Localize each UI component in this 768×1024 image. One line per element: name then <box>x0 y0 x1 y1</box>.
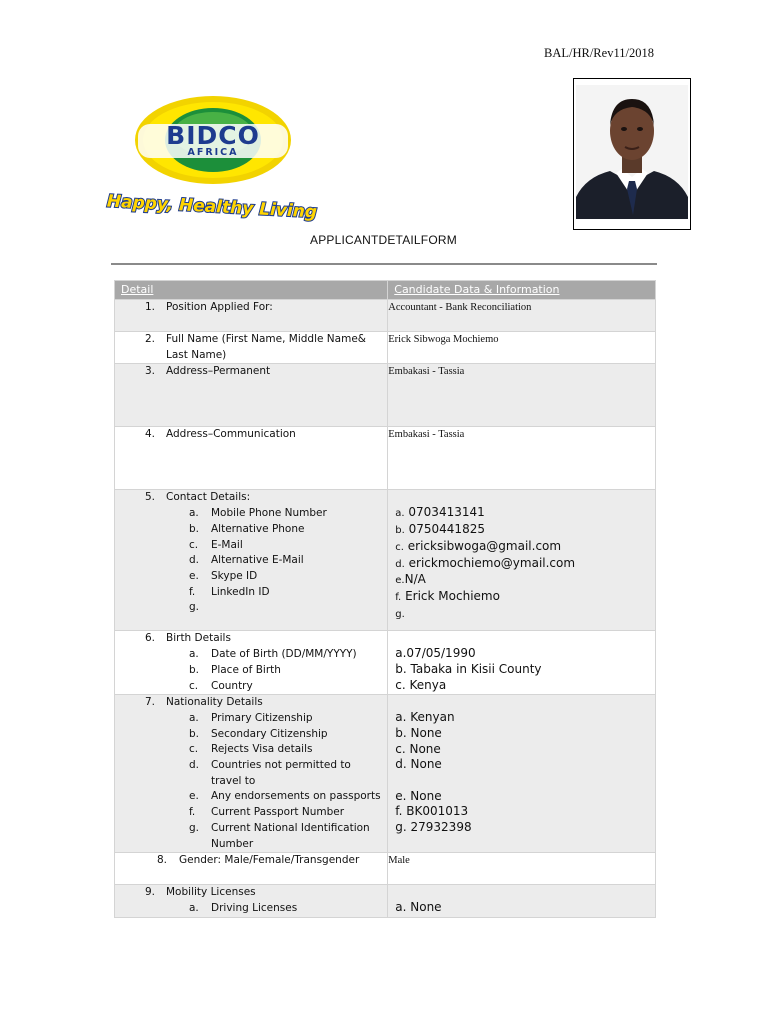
row-label: Full Name (First Name, Middle Name& Last Name) <box>166 333 366 361</box>
sub-label: Current Passport Number <box>211 806 345 819</box>
table-row <box>115 427 656 490</box>
value-letter: d. <box>395 558 405 570</box>
svg-text:Happy, Healthy Living: Happy, Healthy Living <box>106 191 318 223</box>
row-number: 2. <box>144 333 155 345</box>
countries-not-permitted-value: d. None <box>395 757 442 772</box>
passport-number-value: f. BK001013 <box>395 804 469 819</box>
sub-letter: b. <box>189 522 200 535</box>
table-row <box>115 853 656 885</box>
value-letter: f. <box>395 591 402 603</box>
sub-label: Skype ID <box>211 569 258 582</box>
row-number: 6. <box>144 632 155 645</box>
row-label: Mobility Licenses <box>166 886 256 899</box>
row-number: 9. <box>144 886 155 899</box>
sub-letter: f. <box>189 585 196 598</box>
row-number: 4. <box>144 428 155 441</box>
sub-letter: c. <box>189 743 199 756</box>
birth-place-value: b. Tabaka in Kisii County <box>395 662 542 677</box>
sub-letter: a. <box>189 648 199 661</box>
value-letter: e. <box>395 575 405 587</box>
table-header-row <box>115 281 656 300</box>
primary-citizenship-value: a. Kenyan <box>395 710 455 725</box>
sub-label: Date of Birth (DD/MM/YYYY) <box>211 648 357 661</box>
sub-letter: c. <box>189 538 199 551</box>
endorsements-value: e. None <box>395 788 442 803</box>
table-row <box>115 332 656 364</box>
applicant-photo-frame <box>573 78 691 230</box>
sub-label: Mobile Phone Number <box>211 507 327 520</box>
sub-letter: d. <box>189 759 200 772</box>
table-row <box>115 364 656 427</box>
title-divider <box>111 263 657 265</box>
row-value: Erick Sibwoga Mochiemo <box>388 334 499 345</box>
sub-label: E-Mail <box>211 538 243 551</box>
svg-text:AFRICA: AFRICA <box>187 147 239 158</box>
skype-value: N/A <box>404 572 426 587</box>
row-number: 5. <box>144 491 155 504</box>
sub-letter: a. <box>189 711 199 724</box>
sub-label: Driving Licenses <box>211 901 298 914</box>
row-value: Accountant - Bank Reconciliation <box>388 302 532 313</box>
value-letter: a. <box>395 508 405 520</box>
sub-letter: f. <box>189 806 196 819</box>
sub-letter: d. <box>189 554 200 567</box>
alt-email-value: erickmochiemo@ymail.com <box>408 555 576 570</box>
sub-label <box>211 600 387 616</box>
row-label: Gender: Male/Female/Transgender <box>179 854 360 867</box>
secondary-citizenship-value: b. None <box>395 725 442 740</box>
document-reference: BAL/HR/Rev11/2018 <box>544 46 654 60</box>
sub-label: Countries not permitted to travel to <box>211 759 351 787</box>
company-logo <box>106 94 318 224</box>
sub-letter: a. <box>189 507 199 520</box>
sub-label: Rejects Visa details <box>211 743 313 756</box>
row-value: Embakasi - Tassia <box>388 366 465 378</box>
row-value: Embakasi - Tassia <box>388 429 465 441</box>
header-candidate-data: Candidate Data & Information <box>388 281 656 300</box>
row-label: Nationality Details <box>166 696 263 709</box>
birth-date-value: a.07/05/1990 <box>395 646 476 661</box>
row-number: 7. <box>144 696 155 709</box>
sub-label: Place of Birth <box>211 663 281 676</box>
table-row <box>115 631 656 695</box>
driving-license-value: a. None <box>395 900 442 915</box>
sub-label: Country <box>211 679 253 692</box>
row-label: Position Applied For: <box>166 301 273 313</box>
sub-letter: c. <box>189 679 199 692</box>
row-label: Address–Permanent <box>166 365 271 378</box>
value-letter: c. <box>395 541 404 553</box>
national-id-value: g. 27932398 <box>395 820 472 835</box>
sub-letter: g. <box>189 821 200 834</box>
row-number: 1. <box>144 301 155 313</box>
row-label: Address–Communication <box>166 428 296 441</box>
sub-letter: e. <box>189 790 199 803</box>
sub-label: Current National Identification Number <box>211 821 370 850</box>
sub-label: Any endorsements on passports <box>211 790 381 803</box>
table-row <box>115 695 656 853</box>
form-title: APPLICANTDETAILFORM <box>310 233 457 247</box>
table-row <box>115 885 656 917</box>
sub-label: Alternative Phone <box>211 522 305 535</box>
applicant-photo <box>576 85 688 219</box>
mobile-phone-value: 0703413141 <box>408 505 485 520</box>
gender-value: Male <box>388 855 410 867</box>
sub-label: Secondary Citizenship <box>211 727 328 740</box>
table-row <box>115 490 656 631</box>
applicant-detail-table <box>114 280 656 918</box>
row-number: 3. <box>144 365 155 378</box>
sub-label: Primary Citizenship <box>211 711 313 724</box>
sub-letter: b. <box>189 727 200 740</box>
row-label: Contact Details: <box>166 491 251 504</box>
sub-letter: a. <box>189 901 199 914</box>
value-letter: g. <box>395 608 405 620</box>
sub-label: Alternative E-Mail <box>211 554 304 567</box>
header-detail: Detail <box>115 281 388 300</box>
value-letter: b. <box>395 525 405 537</box>
sub-label: LinkedIn ID <box>211 585 270 598</box>
birth-country-value: c. Kenya <box>395 677 447 692</box>
svg-text:BIDCO: BIDCO <box>166 121 260 150</box>
rejects-visa-value: c. None <box>395 741 441 756</box>
row-label: Birth Details <box>166 632 231 645</box>
email-value: ericksibwoga@gmail.com <box>407 538 562 553</box>
alt-phone-value: 0750441825 <box>408 522 485 537</box>
sub-letter: b. <box>189 663 200 676</box>
row-number: 8. <box>156 854 167 867</box>
linkedin-value: Erick Mochiemo <box>405 588 500 603</box>
sub-letter: g. <box>189 601 200 614</box>
sub-letter: e. <box>189 569 199 582</box>
table-row <box>115 300 656 332</box>
